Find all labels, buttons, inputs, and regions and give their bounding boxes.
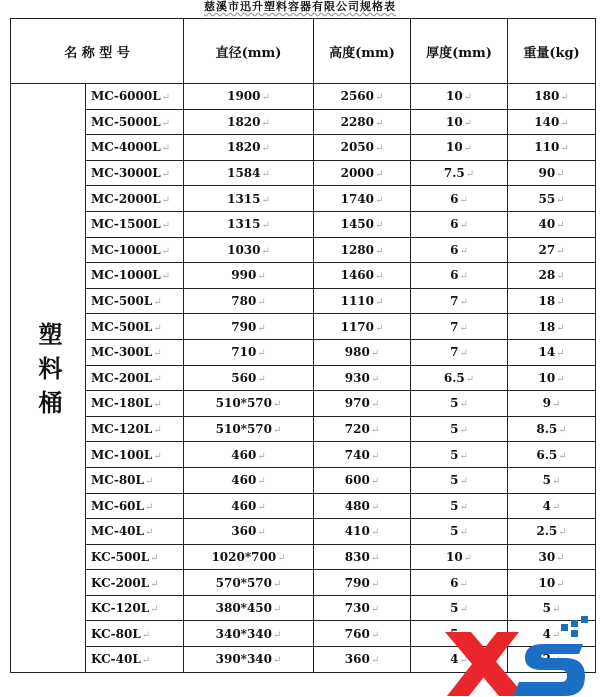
row-height: 720↵ [314, 416, 411, 442]
row-height: 1460↵ [314, 263, 411, 289]
row-thickness: 5↵ [411, 519, 508, 545]
header-thickness: 厚度(mm) [411, 19, 508, 84]
row-thickness: 6↵ [411, 186, 508, 212]
row-model: MC-80L↵ [86, 467, 184, 493]
row-weight: 90↵ [508, 160, 596, 186]
table-row [11, 109, 596, 135]
row-thickness: 7↵ [411, 314, 508, 340]
row-weight: 140↵ [508, 109, 596, 135]
row-model: KC-500L↵ [86, 544, 184, 570]
row-diameter: 710↵ [184, 339, 314, 365]
logo-s-mark [513, 616, 588, 696]
table-row [11, 442, 596, 468]
row-thickness: 5↵ [411, 595, 508, 621]
row-weight: 27↵ [508, 237, 596, 263]
row-weight: 180↵ [508, 84, 596, 110]
row-model: MC-500L↵ [86, 314, 184, 340]
row-diameter: 1900↵ [184, 84, 314, 110]
row-diameter: 460↵ [184, 467, 314, 493]
row-diameter: 990↵ [184, 263, 314, 289]
row-model: KC-80L↵ [86, 621, 184, 647]
header-row [11, 19, 596, 84]
row-height: 970↵ [314, 391, 411, 417]
row-model: MC-3000L↵ [86, 160, 184, 186]
row-model: KC-200L↵ [86, 570, 184, 596]
table-row [11, 186, 596, 212]
table-row [11, 288, 596, 314]
row-height: 360↵ [314, 647, 411, 673]
table-row [11, 365, 596, 391]
table-row [11, 339, 596, 365]
spec-table [10, 18, 596, 673]
row-thickness: 6↵ [411, 263, 508, 289]
row-height: 1450↵ [314, 211, 411, 237]
row-height: 1280↵ [314, 237, 411, 263]
table-row [11, 519, 596, 545]
row-height: 1110↵ [314, 288, 411, 314]
row-height: 2560↵ [314, 84, 411, 110]
row-height: 760↵ [314, 621, 411, 647]
row-height: 600↵ [314, 467, 411, 493]
row-diameter: 1584↵ [184, 160, 314, 186]
row-height: 2000↵ [314, 160, 411, 186]
table-row [11, 570, 596, 596]
row-diameter: 560↵ [184, 365, 314, 391]
row-height: 2050↵ [314, 135, 411, 161]
row-model: MC-120L↵ [86, 416, 184, 442]
row-diameter: 1820↵ [184, 135, 314, 161]
table-row [11, 135, 596, 161]
row-weight: 8.5↵ [508, 416, 596, 442]
header-name-model: 名 称 型 号 [11, 19, 184, 84]
row-model: MC-1500L↵ [86, 211, 184, 237]
table-row [11, 416, 596, 442]
row-thickness: 6↵ [411, 211, 508, 237]
row-weight: 18↵ [508, 288, 596, 314]
row-thickness: 10↵ [411, 135, 508, 161]
row-diameter: 790↵ [184, 314, 314, 340]
row-model: MC-4000L↵ [86, 135, 184, 161]
row-height: 740↵ [314, 442, 411, 468]
row-model: MC-40L↵ [86, 519, 184, 545]
row-thickness: 5↵ [411, 467, 508, 493]
row-model: MC-6000L↵ [86, 84, 184, 110]
row-thickness: 5↵ [411, 416, 508, 442]
row-diameter: 780↵ [184, 288, 314, 314]
row-diameter: 1020*700↵ [184, 544, 314, 570]
table-row [11, 391, 596, 417]
row-model: KC-120L↵ [86, 595, 184, 621]
row-model: MC-5000L↵ [86, 109, 184, 135]
row-thickness: 6.5↵ [411, 365, 508, 391]
table-row [11, 160, 596, 186]
row-model: MC-180L↵ [86, 391, 184, 417]
row-model: MC-300L↵ [86, 339, 184, 365]
row-weight: 14↵ [508, 339, 596, 365]
row-weight: 28↵ [508, 263, 596, 289]
header-height: 高度(mm) [314, 19, 411, 84]
row-weight: 18↵ [508, 314, 596, 340]
logo-x-mark [445, 632, 525, 696]
row-model: MC-1000L↵ [86, 263, 184, 289]
row-model: MC-60L↵ [86, 493, 184, 519]
row-weight: 55↵ [508, 186, 596, 212]
row-thickness: 7↵ [411, 339, 508, 365]
row-thickness: 5↵ [411, 442, 508, 468]
row-thickness: 7.5↵ [411, 160, 508, 186]
table-row [11, 314, 596, 340]
row-thickness: 5↵ [411, 493, 508, 519]
row-height: 480↵ [314, 493, 411, 519]
row-diameter: 1820↵ [184, 109, 314, 135]
row-thickness: 10↵ [411, 544, 508, 570]
category-label: 塑料桶 [34, 322, 62, 425]
table-row [11, 263, 596, 289]
row-thickness: 10↵ [411, 109, 508, 135]
row-thickness: 10↵ [411, 84, 508, 110]
row-model: MC-2000L↵ [86, 186, 184, 212]
row-thickness: 5↵ [411, 391, 508, 417]
row-weight: 4↵ [508, 493, 596, 519]
row-model: MC-500L↵ [86, 288, 184, 314]
row-model: KC-40L↵ [86, 647, 184, 673]
row-thickness: 6↵ [411, 570, 508, 596]
row-diameter: 1315↵ [184, 186, 314, 212]
row-weight: 10↵ [508, 570, 596, 596]
row-model: MC-100L↵ [86, 442, 184, 468]
row-thickness: 6↵ [411, 237, 508, 263]
row-height: 980↵ [314, 339, 411, 365]
header-weight: 重量(kg) [508, 19, 596, 84]
row-diameter: 360↵ [184, 519, 314, 545]
table-row [11, 237, 596, 263]
row-weight: 5↵ [508, 595, 596, 621]
table-row [11, 467, 596, 493]
row-weight: 30↵ [508, 544, 596, 570]
row-weight: 6.5↵ [508, 442, 596, 468]
category-cell [11, 84, 86, 673]
row-weight: 110↵ [508, 135, 596, 161]
row-height: 1740↵ [314, 186, 411, 212]
row-height: 2280↵ [314, 109, 411, 135]
table-row [11, 211, 596, 237]
table-row [11, 493, 596, 519]
row-diameter: 1315↵ [184, 211, 314, 237]
row-diameter: 510*570↵ [184, 416, 314, 442]
row-thickness: 4↵ [411, 647, 508, 673]
xs-logo [433, 610, 593, 697]
document-title: 慈溪市迅升塑料容器有限公司规格表 [204, 0, 396, 13]
row-diameter: 460↵ [184, 442, 314, 468]
row-diameter: 390*340↵ [184, 647, 314, 673]
row-model: MC-1000L↵ [86, 237, 184, 263]
row-height: 790↵ [314, 570, 411, 596]
row-weight: 5↵ [508, 467, 596, 493]
row-diameter: 1030↵ [184, 237, 314, 263]
row-height: 930↵ [314, 365, 411, 391]
row-height: 730↵ [314, 595, 411, 621]
row-diameter: 510*570↵ [184, 391, 314, 417]
header-diameter: 直径(mm) [184, 19, 314, 84]
row-weight: 4↵ [508, 621, 596, 647]
row-height: 410↵ [314, 519, 411, 545]
table-row [11, 544, 596, 570]
row-diameter: 380*450↵ [184, 595, 314, 621]
row-model: MC-200L↵ [86, 365, 184, 391]
table-row [11, 84, 596, 110]
row-height: 1170↵ [314, 314, 411, 340]
row-height: 830↵ [314, 544, 411, 570]
row-weight: 10↵ [508, 365, 596, 391]
row-diameter: 460↵ [184, 493, 314, 519]
row-weight: 2.5↵ [508, 519, 596, 545]
row-thickness: 7↵ [411, 288, 508, 314]
row-weight: 40↵ [508, 211, 596, 237]
row-weight: 9↵ [508, 391, 596, 417]
row-diameter: 570*570↵ [184, 570, 314, 596]
row-diameter: 340*340↵ [184, 621, 314, 647]
